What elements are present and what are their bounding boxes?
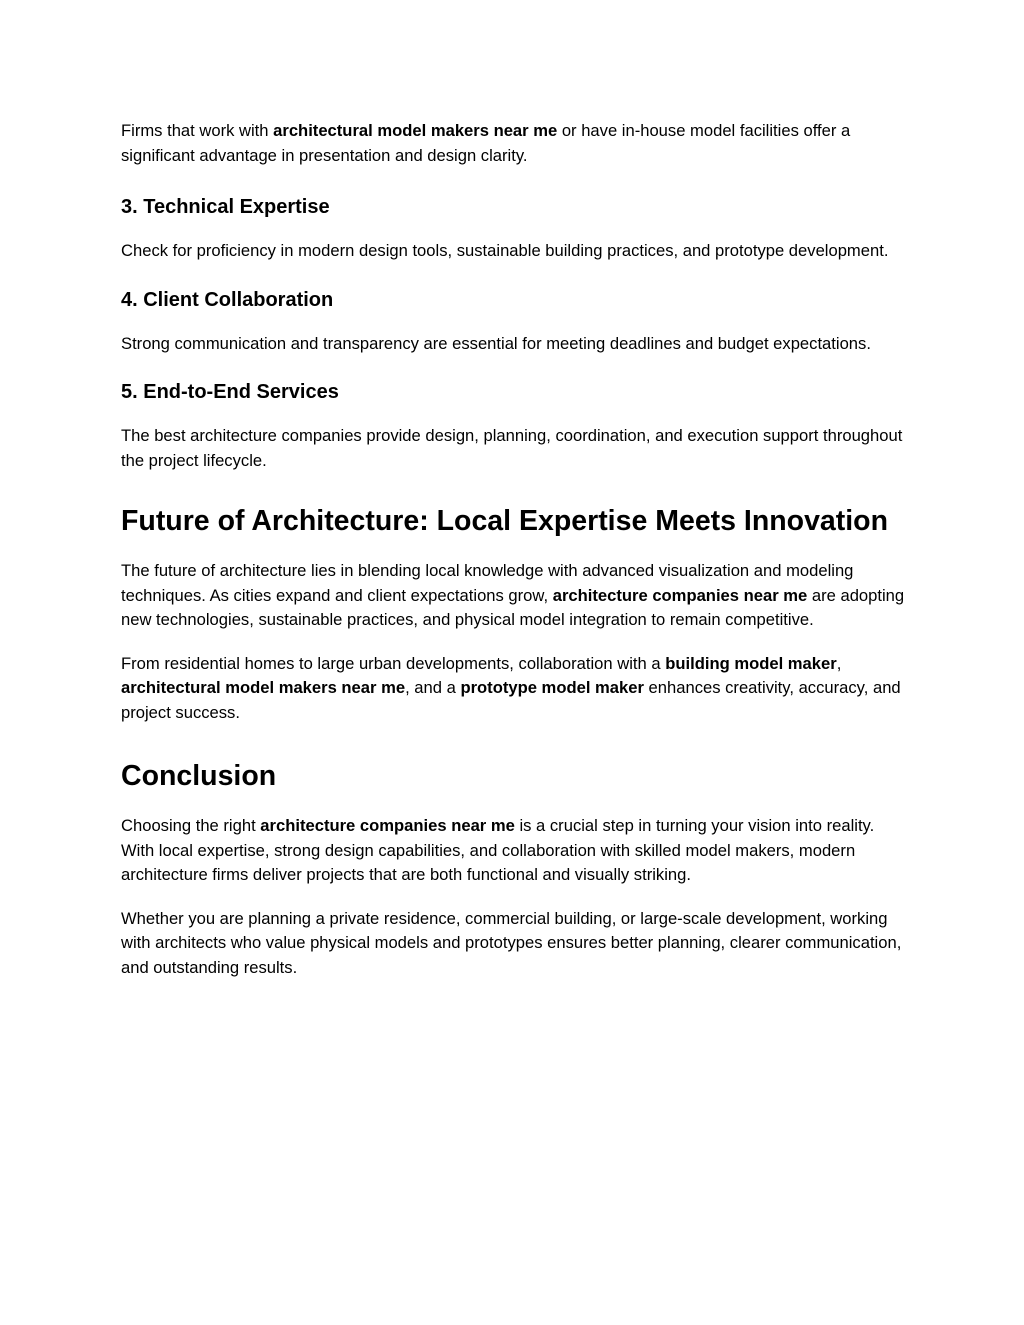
conclusion-paragraph-1 bbox=[121, 814, 911, 888]
end-to-end-services-paragraph: The best architecture companies provide design, planning, coordination, and execution support throughout the project lifecycle. bbox=[121, 426, 903, 470]
future-p2-bold-keyword-1: building model maker bbox=[665, 653, 837, 673]
future-p2-text-1: From residential homes to large urban developments, collaboration with a bbox=[121, 653, 666, 673]
future-p1-text-2: are adopting new technologies, sustainable practices, and physical model integration to remain competitive. bbox=[121, 585, 905, 629]
end-to-end-services-heading: 5. End-to-End Services bbox=[121, 381, 339, 403]
future-p2-text-4: enhances creativity, accuracy, and project success. bbox=[121, 678, 901, 722]
future-p2-text-2: , bbox=[836, 653, 842, 673]
conclusion-heading: Conclusion bbox=[121, 760, 277, 792]
client-collaboration-heading: 4. Client Collaboration bbox=[121, 288, 334, 311]
technical-expertise-heading: 3. Technical Expertise bbox=[121, 196, 330, 218]
technical-expertise-paragraph: Check for proficiency in modern design tools, sustainable building practices, and prototype development. bbox=[121, 241, 889, 260]
future-p2-bold-keyword-3: prototype model maker bbox=[460, 678, 644, 697]
future-paragraph-2 bbox=[121, 652, 911, 726]
future-p1-text-1: The future of architecture lies in blending local knowledge with advanced visualization and modeling techniques. As cities expand and client expectations grow, bbox=[121, 561, 854, 605]
future-p1-bold-keyword: architecture companies near me bbox=[552, 585, 808, 605]
intro-text-1: Firms that work with bbox=[121, 121, 274, 140]
intro-bold-keyword: architectural model makers near me bbox=[273, 121, 558, 140]
conclusion-paragraph-2: Whether you are planning a private residence, commercial building, or large-scale development, working with architects who value physical models and prototypes ensures better planning, clearer communication, and outstanding results. bbox=[121, 908, 902, 977]
future-of-architecture-heading: Future of Architecture: Local Expertise Meets Innovation bbox=[121, 505, 888, 537]
future-p2-text-3: , and a bbox=[405, 678, 461, 697]
document-body bbox=[121, 119, 911, 980]
intro-text-2: or have in-house model facilities offer a significant advantage in presentation and design clarity. bbox=[121, 121, 851, 165]
future-p2-bold-keyword-2: architectural model makers near me bbox=[121, 678, 406, 697]
conclusion-p1-text-1: Choosing the right bbox=[121, 816, 261, 835]
intro-paragraph bbox=[121, 119, 911, 168]
conclusion-p1-bold-keyword: architecture companies near me bbox=[260, 816, 515, 835]
client-collaboration-paragraph: Strong communication and transparency are essential for meeting deadlines and budget expectations. bbox=[121, 333, 871, 353]
future-paragraph-1 bbox=[121, 559, 911, 633]
conclusion-p1-text-2: is a crucial step in turning your vision into reality. With local expertise, strong design capabilities, and collaboration with skilled model makers, modern architecture firms deliver projects that are both functional and visually striking. bbox=[121, 816, 875, 884]
